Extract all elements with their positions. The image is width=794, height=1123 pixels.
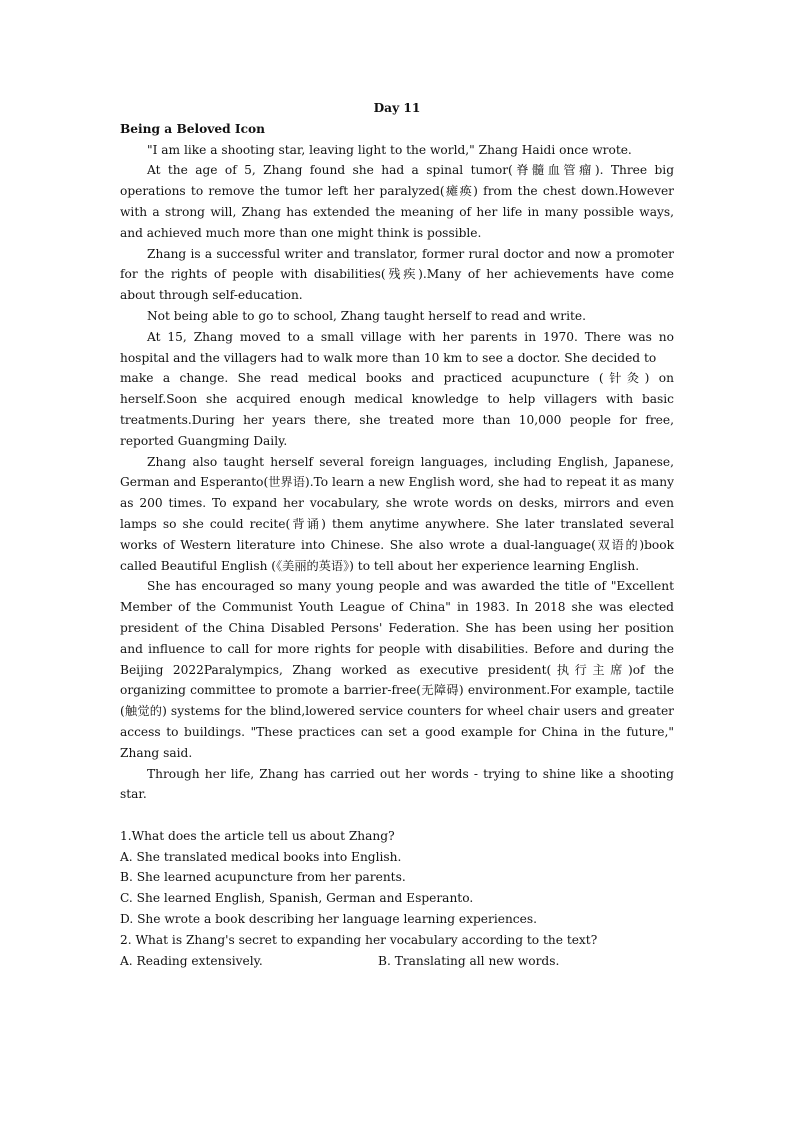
question-2-stem: 2. What is Zhang's secret to expanding her vocabulary according to the text? [120,932,598,947]
question-2-options [120,951,674,972]
paragraph-1: "I am like a shooting star, leaving light to the world," Zhang Haidi once wrote. [147,142,632,157]
question-2-option-a: A. Reading extensively. [120,953,263,968]
paragraph-7: She has encouraged so many young people and was awarded the title of "Excellent Member of the Communist Youth League of China" in 1983. In 2018 she was elected president of the China Disabled Persons' Federation. She has been using her position and influence to call for more rights for people with disabilities. Before and during the Beijing 2022Paralympics, Zhang worked as executive president(执行主席)of the organizing committee to promote a barrier-free(无障碍) environment.For example, tactile (触觉的) systems for the blind,lowered service counters for wheel chair users and greater access to buildings. "These practices can set a good example for China in the future," Zhang said. [120,579,674,760]
question-1-stem: 1.What does the article tell us about Zhang? [120,828,395,843]
document-page [120,98,674,971]
question-2-option-b: B. Translating all new words. [378,953,560,968]
question-1-option-b: B. She learned acupuncture from her parents. [120,870,406,885]
article-title: Being a Beloved Icon [120,121,265,136]
paragraph-3: Zhang is a successful writer and translator, former rural doctor and now a promoter for the rights of people with disabilities(残疾).Many of her achievements have come about through self-education. [120,246,674,303]
question-1-option-d: D. She wrote a book describing her language learning experiences. [120,912,537,927]
paragraph-5: At 15, Zhang moved to a small village with her parents in 1970. There was no hospital and the villagers had to walk more than 10 km to see a doctor. She decided to [120,329,674,365]
paragraph-2: At the age of 5, Zhang found she had a spinal tumor(脊髓血管瘤). Three big operations to remove the tumor left her paralyzed(瘫痪) from the chest down.However with a strong will, Zhang has extended the meaning of her life in many possible ways, and achieved much more than one might think is possible. [120,163,674,240]
paragraph-6: Zhang also taught herself several foreign languages, including English, Japanese, German and Esperanto(世界语).To learn a new English word, she had to repeat it as many as 200 times. To expand her vocabulary, she wrote words on desks, mirrors and even lamps so she could recite(背诵) them anytime anywhere. She later translated several works of Western literature into Chinese. She also wrote a dual-language(双语的)book called Beautiful English (《美丽的英语》) to tell about her experience learning English. [120,454,674,573]
paragraph-5-continued: make a change. She read medical books and practiced acupuncture (针灸) on herself.Soon she acquired enough medical knowledge to help villagers with basic treatments.During her years there, she treated more than 10,000 people for free, reported Guangming Daily. [120,371,674,448]
paragraph-4: Not being able to go to school, Zhang taught herself to read and write. [147,308,586,323]
question-1-option-a: A. She translated medical books into English. [120,849,402,864]
question-1-option-c: C. She learned English, Spanish, German and Esperanto. [120,891,474,906]
section-gap [120,805,674,826]
paragraph-8: Through her life, Zhang has carried out her words - trying to shine like a shooting star. [120,766,674,802]
day-heading: Day 11 [373,101,421,115]
